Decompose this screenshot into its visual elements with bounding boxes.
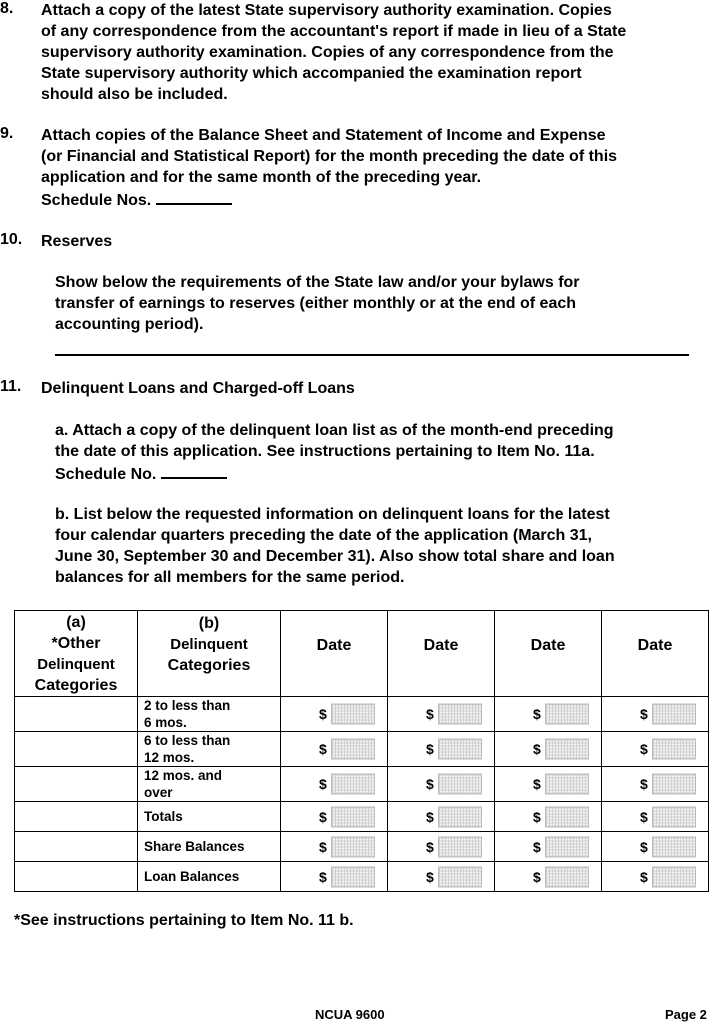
table-row bbox=[15, 697, 709, 732]
amount-cell bbox=[602, 862, 709, 892]
other-category-cell[interactable] bbox=[15, 862, 138, 892]
amount-cell bbox=[281, 862, 388, 892]
amount-wrapper bbox=[602, 768, 708, 800]
amount-wrapper bbox=[495, 803, 601, 831]
amount-input[interactable] bbox=[652, 836, 696, 857]
dollar-sign: $ bbox=[319, 868, 327, 885]
amount-input[interactable] bbox=[438, 774, 482, 795]
table-row bbox=[15, 832, 709, 862]
category-label: 12 mos. and bbox=[144, 768, 223, 783]
delinquent-loans-table bbox=[14, 610, 709, 892]
amount-cell bbox=[602, 767, 709, 802]
category-cell bbox=[138, 732, 281, 767]
text-line: Show below the requirements of the State law and/or your bylaws for bbox=[55, 274, 580, 291]
dollar-sign: $ bbox=[426, 741, 434, 757]
amount-input[interactable] bbox=[331, 704, 375, 725]
amount-cell bbox=[602, 697, 709, 732]
category-label: Loan Balances bbox=[144, 869, 240, 884]
date-header-4: Date bbox=[602, 611, 709, 697]
dollar-sign: $ bbox=[319, 808, 327, 825]
amount-input[interactable] bbox=[545, 806, 589, 827]
amount-cell bbox=[602, 832, 709, 862]
amount-wrapper bbox=[495, 768, 601, 800]
col-b-header bbox=[138, 611, 281, 697]
amount-input[interactable] bbox=[545, 866, 589, 887]
table-body bbox=[15, 697, 709, 892]
dollar-sign: $ bbox=[640, 868, 648, 885]
dollar-sign: $ bbox=[533, 741, 541, 757]
header-text: Delinquent bbox=[170, 636, 248, 653]
dollar-sign: $ bbox=[640, 741, 648, 757]
category-label: 6 to less than bbox=[144, 733, 231, 748]
amount-cell bbox=[388, 732, 495, 767]
dollar-sign: $ bbox=[319, 838, 327, 855]
text-line: four calendar quarters preceding the date of the application (March 31, bbox=[55, 527, 592, 544]
item-8-text bbox=[41, 0, 626, 105]
amount-cell bbox=[281, 767, 388, 802]
amount-wrapper bbox=[602, 863, 708, 891]
item-11-title: Delinquent Loans and Charged-off Loans bbox=[41, 380, 355, 397]
amount-cell bbox=[281, 802, 388, 832]
dollar-sign: $ bbox=[533, 868, 541, 885]
schedule-no-row bbox=[55, 462, 614, 485]
amount-input[interactable] bbox=[545, 836, 589, 857]
header-text: Categories bbox=[167, 657, 251, 674]
item-number: 11. bbox=[0, 378, 22, 395]
text-line: should also be included. bbox=[41, 86, 228, 103]
amount-cell bbox=[388, 862, 495, 892]
category-label: Share Balances bbox=[144, 839, 245, 854]
item-10-text bbox=[55, 272, 580, 335]
table-row bbox=[15, 802, 709, 832]
amount-input[interactable] bbox=[545, 774, 589, 795]
amount-cell bbox=[495, 732, 602, 767]
table-header-row bbox=[15, 611, 709, 697]
schedule-nos-field[interactable] bbox=[156, 188, 232, 205]
item-11b-text bbox=[55, 504, 615, 588]
dollar-sign: $ bbox=[319, 741, 327, 757]
schedule-nos-label: Schedule Nos. bbox=[41, 192, 152, 209]
category-cell bbox=[138, 862, 281, 892]
table-row bbox=[15, 732, 709, 767]
other-category-cell[interactable] bbox=[15, 802, 138, 832]
amount-cell bbox=[388, 697, 495, 732]
dollar-sign: $ bbox=[426, 706, 434, 722]
schedule-nos-row bbox=[41, 188, 617, 211]
category-label: Totals bbox=[144, 809, 183, 824]
text-line: balances for all members for the same period. bbox=[55, 569, 405, 586]
schedule-no-field[interactable] bbox=[161, 462, 227, 479]
category-cell bbox=[138, 697, 281, 732]
amount-cell bbox=[388, 832, 495, 862]
col-a-header bbox=[15, 611, 138, 697]
text-line: b. List below the requested information on delinquent loans for the latest bbox=[55, 506, 610, 523]
amount-input[interactable] bbox=[652, 739, 696, 760]
text-line: June 30, September 30 and December 31). Also show total share and loan bbox=[55, 548, 615, 565]
dollar-sign: $ bbox=[533, 776, 541, 792]
footnote: *See instructions pertaining to Item No. 11 b. bbox=[14, 912, 354, 929]
header-text: Categories bbox=[34, 676, 118, 694]
amount-wrapper bbox=[388, 863, 494, 891]
amount-wrapper bbox=[495, 833, 601, 861]
category-label: 2 to less than bbox=[144, 698, 231, 713]
reserves-answer-line[interactable] bbox=[55, 354, 689, 356]
category-label: 6 mos. bbox=[144, 715, 187, 730]
item-number: 8. bbox=[0, 0, 14, 17]
dollar-sign: $ bbox=[533, 706, 541, 722]
amount-wrapper bbox=[281, 698, 387, 730]
amount-wrapper bbox=[602, 733, 708, 765]
amount-cell bbox=[602, 732, 709, 767]
amount-wrapper bbox=[281, 803, 387, 831]
category-cell bbox=[138, 767, 281, 802]
amount-cell bbox=[281, 732, 388, 767]
amount-input[interactable] bbox=[331, 866, 375, 887]
item-number: 10. bbox=[0, 231, 23, 248]
other-category-cell[interactable] bbox=[15, 697, 138, 732]
amount-input[interactable] bbox=[652, 806, 696, 827]
amount-wrapper bbox=[388, 803, 494, 831]
text-line: of any correspondence from the accountant's report if made in lieu of a State bbox=[41, 23, 627, 40]
dollar-sign: $ bbox=[533, 838, 541, 855]
schedule-no-label: Schedule No. bbox=[55, 466, 157, 483]
amount-wrapper bbox=[495, 863, 601, 891]
form-number: NCUA 9600 bbox=[315, 1007, 385, 1022]
amount-input[interactable] bbox=[438, 806, 482, 827]
amount-wrapper bbox=[602, 803, 708, 831]
amount-wrapper bbox=[281, 833, 387, 861]
item-10-title: Reserves bbox=[41, 233, 113, 250]
text-line: a. Attach a copy of the delinquent loan list as of the month-end preceding bbox=[55, 422, 614, 439]
dollar-sign: $ bbox=[640, 776, 648, 792]
dollar-sign: $ bbox=[319, 776, 327, 792]
text-line: supervisory authority examination. Copies of any correspondence from the bbox=[41, 44, 614, 61]
amount-cell bbox=[495, 862, 602, 892]
amount-cell bbox=[281, 697, 388, 732]
other-category-cell[interactable] bbox=[15, 767, 138, 802]
text-line: (or Financial and Statistical Report) for the month preceding the date of this bbox=[41, 148, 618, 165]
category-cell bbox=[138, 832, 281, 862]
amount-cell bbox=[281, 832, 388, 862]
amount-wrapper bbox=[495, 733, 601, 765]
text-line: transfer of earnings to reserves (either monthly or at the end of each bbox=[55, 295, 577, 312]
amount-input[interactable] bbox=[438, 704, 482, 725]
other-category-cell[interactable] bbox=[15, 732, 138, 767]
page-number: Page 2 bbox=[665, 1007, 707, 1022]
text-line: application and for the same month of the preceding year. bbox=[41, 169, 482, 186]
amount-input[interactable] bbox=[652, 866, 696, 887]
amount-wrapper bbox=[495, 698, 601, 730]
item-number: 9. bbox=[0, 125, 14, 142]
dollar-sign: $ bbox=[533, 808, 541, 825]
amount-wrapper bbox=[602, 698, 708, 730]
date-header-3: Date bbox=[495, 611, 602, 697]
header-text: *Other bbox=[51, 634, 101, 652]
text-line: the date of this application. See instructions pertaining to Item No. 11a. bbox=[55, 443, 595, 460]
amount-cell bbox=[495, 832, 602, 862]
amount-wrapper bbox=[388, 768, 494, 800]
item-9-text bbox=[41, 125, 617, 211]
amount-input[interactable] bbox=[545, 704, 589, 725]
dollar-sign: $ bbox=[426, 838, 434, 855]
text-line: Attach a copy of the latest State supervisory authority examination. Copies bbox=[41, 2, 612, 19]
amount-input[interactable] bbox=[652, 774, 696, 795]
category-label: 12 mos. bbox=[144, 750, 195, 765]
dollar-sign: $ bbox=[640, 808, 648, 825]
amount-wrapper bbox=[281, 863, 387, 891]
amount-input[interactable] bbox=[545, 739, 589, 760]
amount-wrapper bbox=[388, 833, 494, 861]
amount-wrapper bbox=[281, 733, 387, 765]
amount-wrapper bbox=[388, 733, 494, 765]
amount-input[interactable] bbox=[438, 739, 482, 760]
dollar-sign: $ bbox=[640, 838, 648, 855]
amount-cell bbox=[388, 767, 495, 802]
item-11a-text bbox=[55, 420, 614, 485]
dollar-sign: $ bbox=[426, 868, 434, 885]
text-line: Attach copies of the Balance Sheet and Statement of Income and Expense bbox=[41, 127, 606, 144]
text-line: State supervisory authority which accompanied the examination report bbox=[41, 65, 582, 82]
other-category-cell[interactable] bbox=[15, 832, 138, 862]
date-header-1: Date bbox=[281, 611, 388, 697]
amount-cell bbox=[495, 697, 602, 732]
amount-cell bbox=[495, 767, 602, 802]
dollar-sign: $ bbox=[426, 808, 434, 825]
amount-input[interactable] bbox=[331, 739, 375, 760]
category-cell bbox=[138, 802, 281, 832]
header-text: Delinquent bbox=[37, 655, 115, 673]
header-text: (a) bbox=[66, 613, 86, 631]
amount-wrapper bbox=[602, 833, 708, 861]
dollar-sign: $ bbox=[319, 706, 327, 722]
amount-input[interactable] bbox=[438, 836, 482, 857]
table-row bbox=[15, 862, 709, 892]
amount-input[interactable] bbox=[331, 836, 375, 857]
dollar-sign: $ bbox=[640, 706, 648, 722]
header-text: (b) bbox=[198, 615, 220, 632]
category-label: over bbox=[144, 785, 173, 800]
date-header-2: Date bbox=[388, 611, 495, 697]
text-line: accounting period). bbox=[55, 316, 204, 333]
amount-wrapper bbox=[281, 768, 387, 800]
amount-input[interactable] bbox=[331, 774, 375, 795]
amount-input[interactable] bbox=[438, 866, 482, 887]
amount-cell bbox=[388, 802, 495, 832]
amount-input[interactable] bbox=[652, 704, 696, 725]
dollar-sign: $ bbox=[426, 776, 434, 792]
amount-input[interactable] bbox=[331, 806, 375, 827]
amount-wrapper bbox=[388, 698, 494, 730]
table-row bbox=[15, 767, 709, 802]
amount-cell bbox=[495, 802, 602, 832]
amount-cell bbox=[602, 802, 709, 832]
